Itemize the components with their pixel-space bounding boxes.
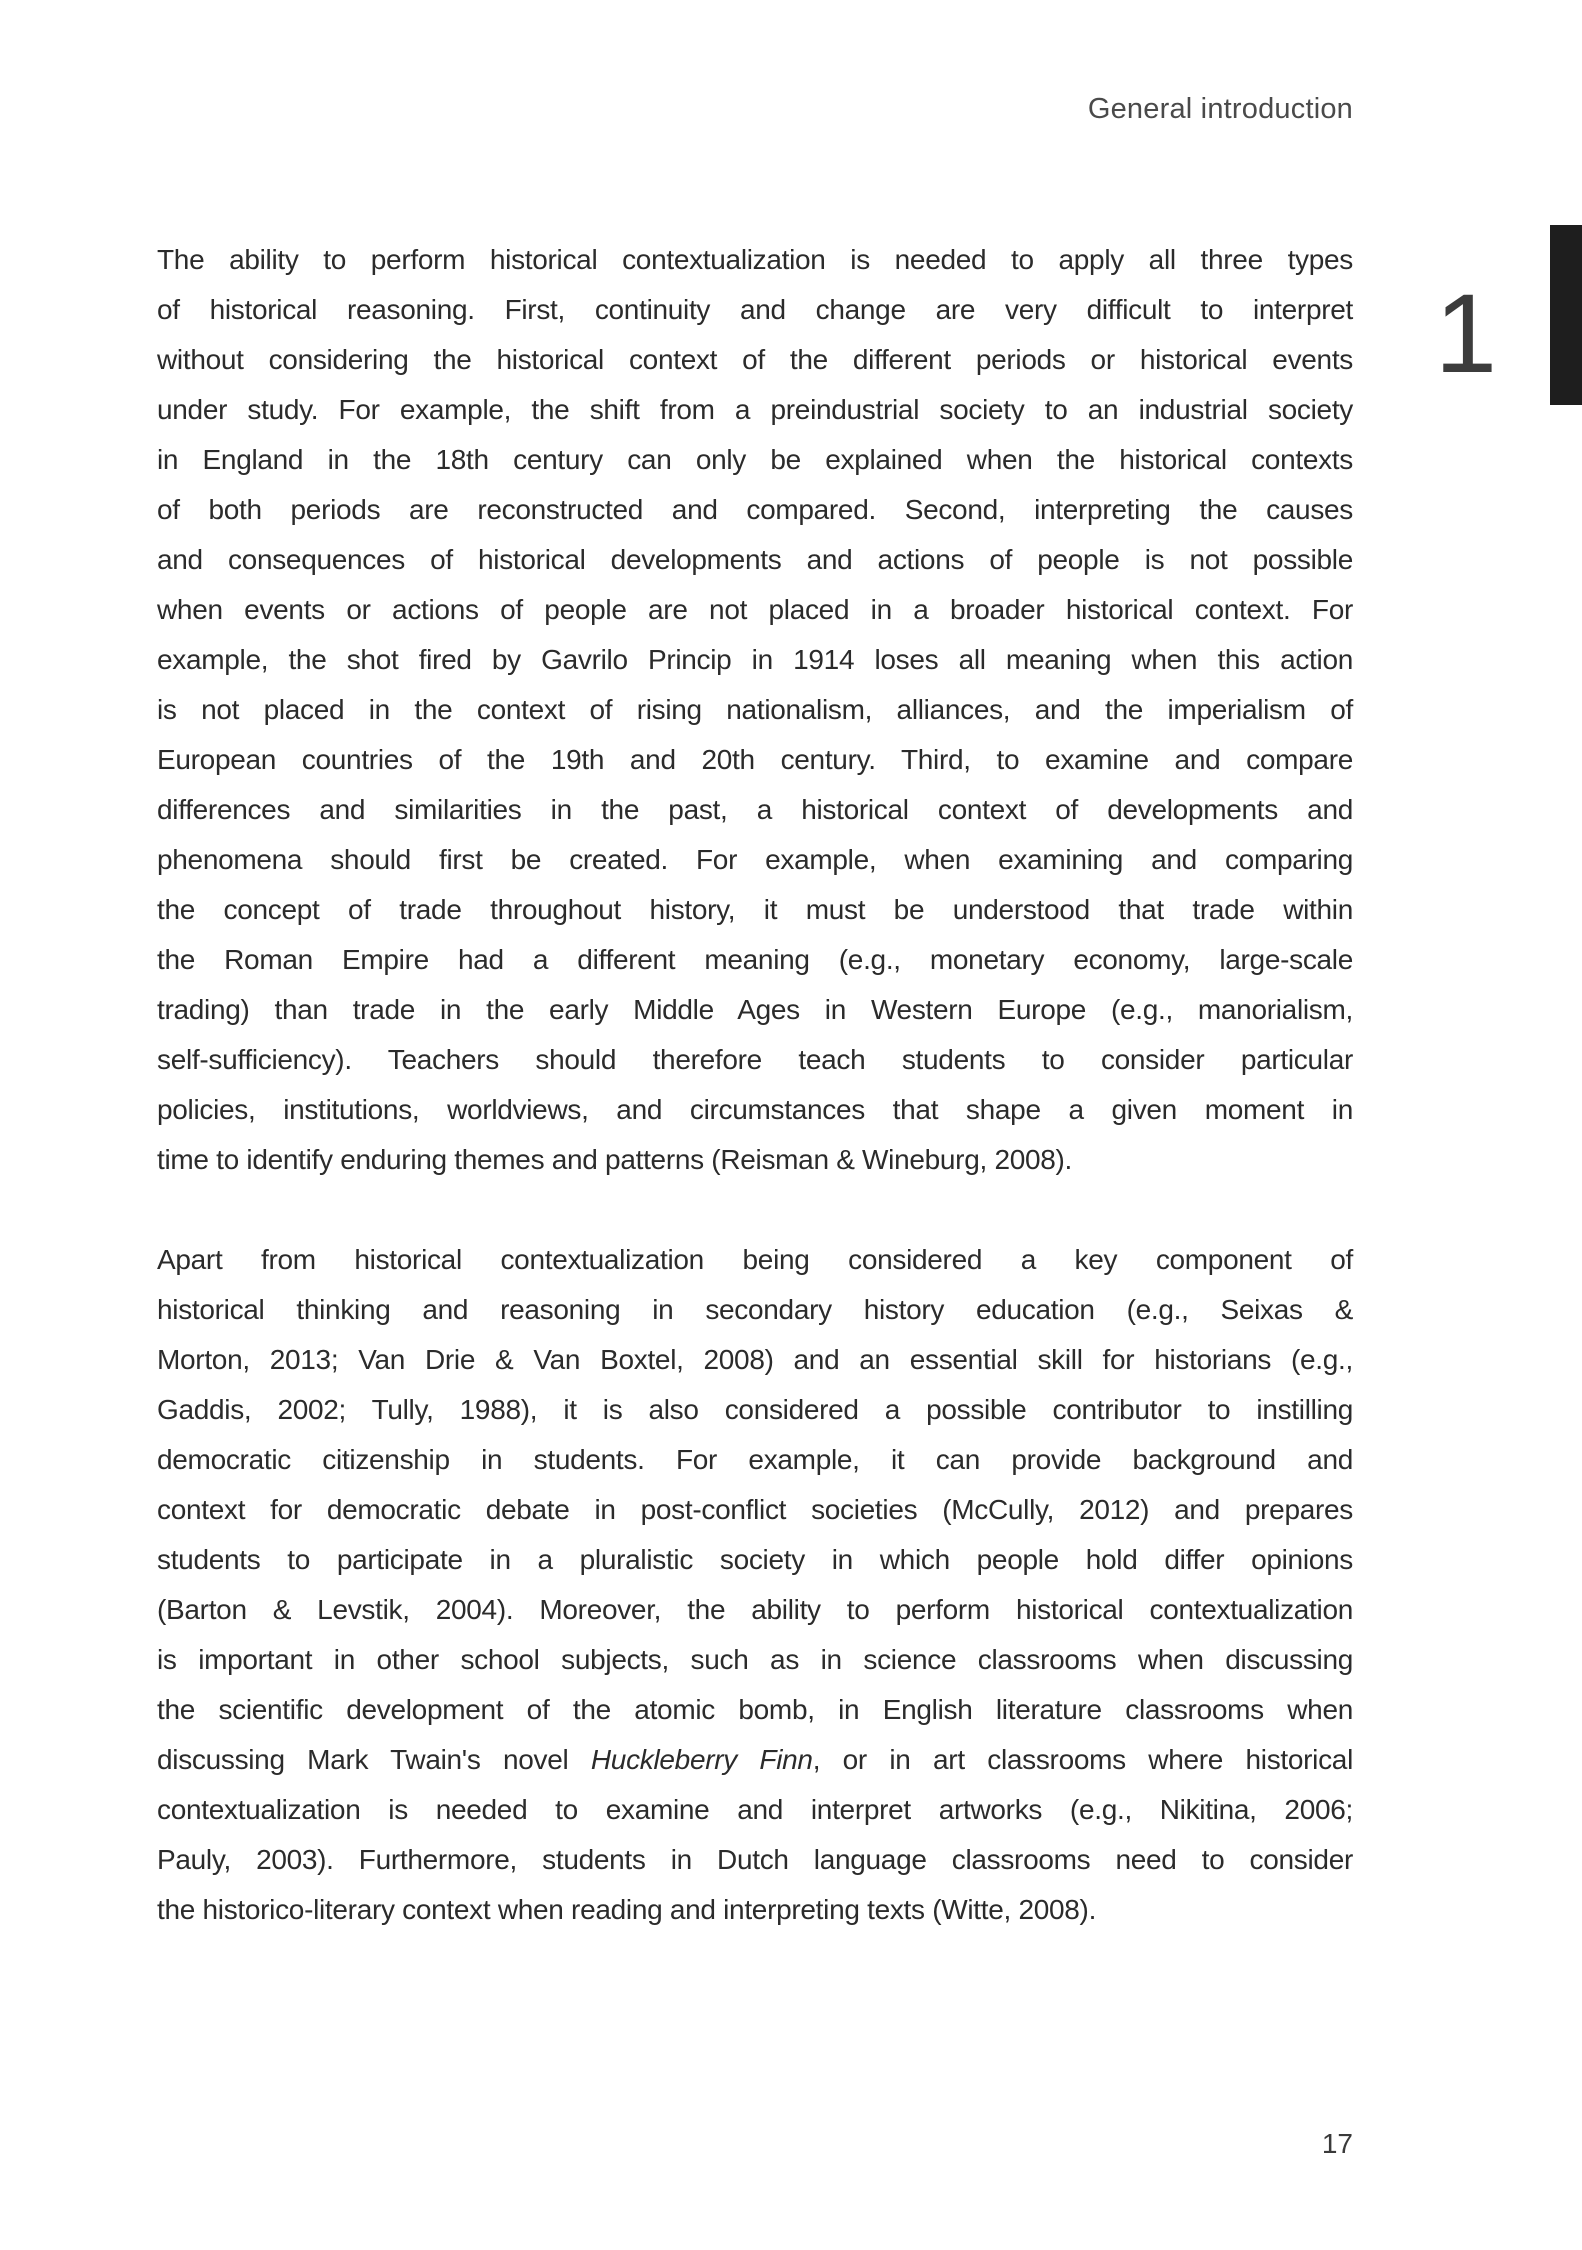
paragraph-2 — [157, 1235, 1353, 1935]
text-line: trading) than trade in the early Middle Ages in Western Europe (e.g., manorialism, — [157, 994, 1353, 1025]
text-line: without considering the historical context of the different periods or historical events — [157, 344, 1353, 375]
text-line: is important in other school subjects, such as in science classrooms when discussing — [157, 1644, 1353, 1675]
text-line: contextualization is needed to examine and interpret artworks (e.g., Nikitina, 2006; — [157, 1794, 1353, 1825]
text-line: of both periods are reconstructed and compared. Second, interpreting the causes — [157, 494, 1353, 525]
text-line: differences and similarities in the past, a historical context of developments and — [157, 794, 1353, 825]
text-line: when events or actions of people are not placed in a broader historical context. For — [157, 594, 1353, 625]
text-line: historical thinking and reasoning in secondary history education (e.g., Seixas & — [157, 1294, 1353, 1325]
text-line: the historico-literary context when reading and interpreting texts (Witte, 2008). — [157, 1894, 1097, 1925]
text-line: The ability to perform historical contextualization is needed to apply all three types — [157, 244, 1353, 275]
text-line: phenomena should first be created. For example, when examining and comparing — [157, 844, 1353, 875]
text-line: is not placed in the context of rising nationalism, alliances, and the imperialism of — [157, 694, 1353, 725]
chapter-number: 1 — [1434, 271, 1497, 396]
page-number: 17 — [1321, 2128, 1353, 2159]
text-line: time to identify enduring themes and patterns (Reisman & Wineburg, 2008). — [157, 1144, 1073, 1175]
paragraph-1 — [157, 235, 1353, 1185]
running-header: General introduction — [1087, 93, 1353, 125]
text-line: Gaddis, 2002; Tully, 1988), it is also considered a possible contributor to instilling — [157, 1394, 1353, 1425]
text-line: students to participate in a pluralistic society in which people hold differ opinions — [157, 1544, 1353, 1575]
text-line: Morton, 2013; Van Drie & Van Boxtel, 2008) and an essential skill for historians (e.g., — [157, 1344, 1353, 1375]
text-line: democratic citizenship in students. For example, it can provide background and — [157, 1444, 1353, 1475]
body-text — [157, 235, 1353, 1985]
text-line: example, the shot fired by Gavrilo Princip in 1914 loses all meaning when this action — [157, 644, 1353, 675]
text-line: European countries of the 19th and 20th century. Third, to examine and compare — [157, 744, 1353, 775]
text-line: under study. For example, the shift from a preindustrial society to an industrial society — [157, 394, 1353, 425]
chapter-tab-bar — [1550, 225, 1582, 405]
text-line: the Roman Empire had a different meaning (e.g., monetary economy, large-scale — [157, 944, 1353, 975]
text-line: Pauly, 2003). Furthermore, students in Dutch language classrooms need to consider — [157, 1844, 1353, 1875]
text-line: context for democratic debate in post-conflict societies (McCully, 2012) and prepares — [157, 1494, 1353, 1525]
text-line: self-sufficiency). Teachers should therefore teach students to consider particular — [157, 1044, 1353, 1075]
text-line: policies, institutions, worldviews, and circumstances that shape a given moment in — [157, 1094, 1353, 1125]
text-line: the scientific development of the atomic bomb, in English literature classrooms when — [157, 1694, 1353, 1725]
text-line: in England in the 18th century can only be explained when the historical contexts — [157, 444, 1353, 475]
text-line: the concept of trade throughout history, it must be understood that trade within — [157, 894, 1353, 925]
text-line: Apart from historical contextualization being considered a key component of — [157, 1244, 1353, 1275]
text-line: of historical reasoning. First, continuity and change are very difficult to interpret — [157, 294, 1353, 325]
text-line: (Barton & Levstik, 2004). Moreover, the ability to perform historical contextualization — [157, 1594, 1353, 1625]
text-line: discussing Mark Twain's novel Huckleberry Finn, or in art classrooms where historical — [157, 1744, 1354, 1775]
text-line: and consequences of historical developments and actions of people is not possible — [157, 544, 1353, 575]
